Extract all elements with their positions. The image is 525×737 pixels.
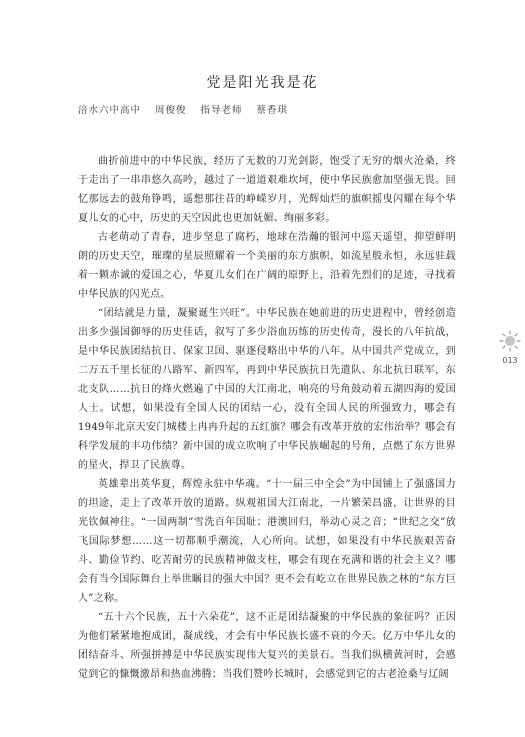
school-name: 涪水六中高中 <box>78 105 142 116</box>
page-number: 013 <box>502 356 518 365</box>
paragraph: 曲折前进中的中华民族，经历了无数的刀光剑影，饱受了无穷的烟火沧桑，终于走出了一串串悠久高吟，越过了一道道艰难坎坷，使中华民族愈加坚强无畏。回忆那远去的鼓角铮鸣，遥想那往昔的峥嵘岁月，光辉灿烂的旗帜摇曳闪耀在每个华夏儿女的心中，历史的天空因此也更加妩媚、绚丽多彩。 <box>78 156 456 224</box>
author-name: 周俊俊 <box>155 105 187 116</box>
paragraph: 古老萌动了青春，进步坚息了腐朽，地球在浩瀚的银河中巡天遥望，抑望鲜明朗的历史天空，璀璨的星辰照耀着一个美丽的东方旗帜，如流星般永恒，永远驻载着一颗赤诚的爱国之心，华夏儿女们在广阔的原野上，沿着先烈们的足迹，寻找着中华民族的闪光点。 <box>78 232 456 300</box>
paragraph: 英雄辈出英华夏，辉煌永驻中华魂。“十一届三中全会”为中国铺上了强盛国力的坦途，走上了改革开放的道路。纵观祖国大江南北，一片繁荣昌盛，让世界的目光钦佩神往。“一国两制”雪洗百年国耻；港澳回归，举动心灵之音；“世纪之交”放飞国际梦想……这一切都顺乎潮流，人心所向。试想，如果没有中华民族艰苦奋斗、勤俭节约、吃苦耐劳的民族精神做支柱，哪会有现在充满和谐的社会主义？哪会有当今国际舞台上举世瞩目的强大中国？更不会有屹立在世界民族之林的“东方巨人”之称。 <box>78 479 456 604</box>
teacher-label: 指导老师 <box>200 105 243 116</box>
sun-icon <box>499 330 521 352</box>
byline <box>78 102 302 116</box>
paragraph: “五十六个民族，五十六朵花”，这不正是团结凝聚的中华民族的象征吗？正因为他们紧紧地抱成团，凝成线，才会有中华民族长盛不衰的今天。亿万中华儿女的团结奋斗、所强拼搏是中华民族实现伟大复兴的美景石。当我们纵横黄河时，会感觉到它的慷慨激昂和热血沸腾；当我们赞吟长城时，会感觉到它的古老沧桑与辽阔 <box>78 612 456 680</box>
teacher-name: 蔡香琪 <box>256 105 289 116</box>
article-body <box>78 152 456 684</box>
page-number-badge <box>496 330 524 365</box>
paragraph: “团结就是力量，凝聚诞生兴旺”。中华民族在她前进的历史进程中，曾经创造出多少强国御辱的历史佳话，叙写了多少浴血历练的历史传奇，漫长的八年抗战，是中华民族团结抗日、保家卫国、驱逐侵略出中华的八年。从中国共产党成立，到二万五千里长征的八路军、新四军，再到中华民族抗日先遣队、东北抗日联军，东北支队……抗日的烽火燃遍了中国的大江南北，响亮的号角鼓动着五湖四海的爱国人士。试想，如果没有全国人民的团结一心，没有全国人民的所强致力，哪会有1949年北京天安门城楼上冉冉升起的五红旗？哪会有改革开放的宏伟治举？哪会有科学发展的丰功伟绩？新中国的成立吹响了中华民族崛起的号角，点燃了东方世界的星火，捍卫了民族尊。 <box>78 308 456 471</box>
article-title: 党是阳光我是花 <box>206 75 319 91</box>
